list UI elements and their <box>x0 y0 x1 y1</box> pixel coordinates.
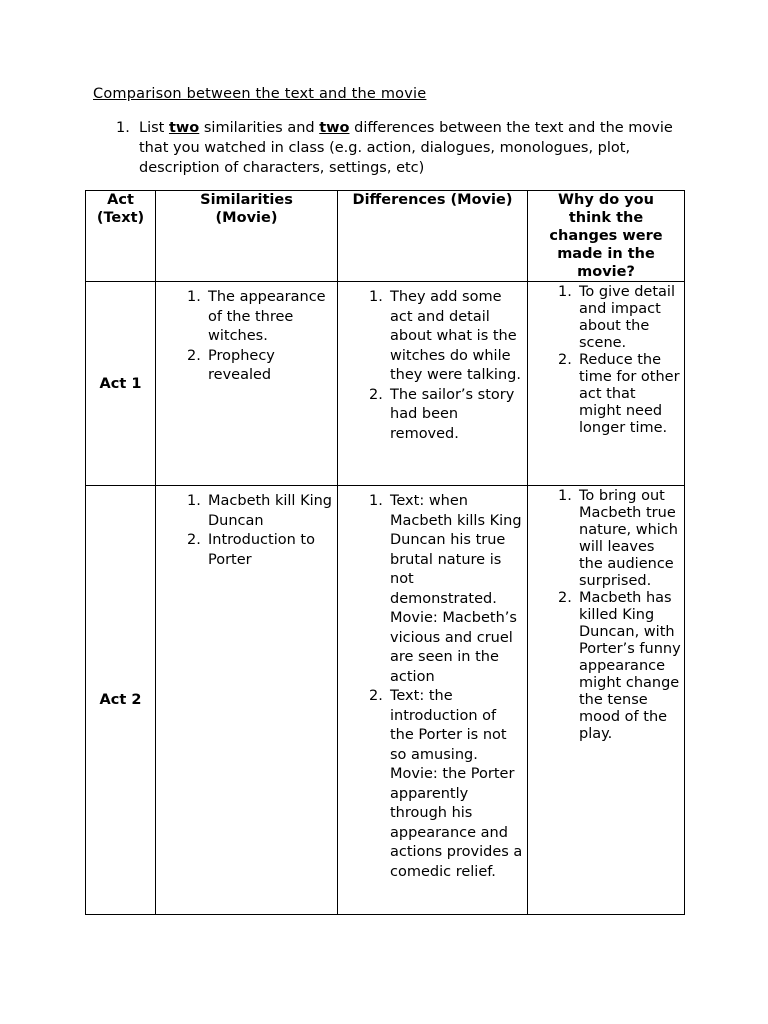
differences-cell <box>338 282 528 486</box>
differences-cell <box>338 486 528 915</box>
instruction-text-part: List <box>139 120 169 136</box>
list-item: 1. Macbeth kill King Duncan <box>187 493 333 529</box>
list-item: 2. Macbeth has killed King Duncan, with Porter’s funny appearance might change the tense mood of the play. <box>558 590 681 742</box>
header-similarities <box>156 191 338 282</box>
list-item-text: Text: when Macbeth kills King Duncan his true brutal nature is not demonstrated. Movie: Macbeth’s vicious and cruel are seen in the action <box>390 493 522 685</box>
list-item-text: Macbeth kill King Duncan <box>208 493 333 529</box>
list-item-text: They add some act and detail about what is the witches do while they were talking. <box>390 289 521 383</box>
list-item: 2. Text: the introduction of the Porter is not so amusing. Movie: the Porter apparently through his appearance and actions provides a comedic relief. <box>369 688 523 880</box>
list-item: 1. To give detail and impact about the scene. <box>558 284 675 351</box>
header-why <box>528 191 685 282</box>
header-label: Why do you think the changes were made in the movie? <box>549 192 663 280</box>
similarities-list <box>178 486 333 570</box>
list-item: 2. Introduction to Porter <box>187 532 315 568</box>
act-cell: Act 2 <box>86 486 156 915</box>
instruction-text-part: similarities and <box>199 120 320 136</box>
list-item-text: The appearance of the three witches. <box>208 289 326 344</box>
table-row <box>86 486 685 915</box>
similarities-cell <box>156 486 338 915</box>
why-list <box>549 486 682 743</box>
instruction-text <box>139 118 679 178</box>
list-item: 1. They add some act and detail about what is the witches do while they were talking. <box>369 289 521 383</box>
list-item: 2. Prophecy revealed <box>187 347 275 383</box>
comparison-table <box>85 190 685 915</box>
list-item: 2. Reduce the time for other act that might need longer time. <box>558 352 680 436</box>
header-label: Act (Text) <box>96 192 145 226</box>
header-label: Differences (Movie) <box>352 192 513 208</box>
differences-list <box>360 282 523 444</box>
list-item-text: To bring out Macbeth true nature, which will leaves the audience surprised. <box>579 488 678 589</box>
list-item: 1. To bring out Macbeth true nature, which will leaves the audience surprised. <box>558 488 678 589</box>
header-label: Similarities (Movie) <box>200 192 293 226</box>
differences-list <box>360 486 523 882</box>
why-cell <box>528 486 685 915</box>
list-item: 2. The sailor’s story had been removed. <box>369 386 515 442</box>
similarities-list <box>178 282 333 386</box>
instruction-emphasis: two <box>319 120 350 136</box>
list-item-text: To give detail and impact about the scene. <box>579 284 675 351</box>
list-item-text: The sailor’s story had been removed. <box>390 386 515 442</box>
list-item-text: Text: the introduction of the Porter is not so amusing. Movie: the Porter apparently through his appearance and actions provides a comedic relief. <box>390 688 523 880</box>
why-cell <box>528 282 685 486</box>
table-row <box>86 282 685 486</box>
header-differences <box>338 191 528 282</box>
instruction-emphasis: two <box>168 120 200 136</box>
instruction-text-part: differences between the text and the movie that you watched in class (e.g. action, dialogues, monologues, plot, description of characters, settings, etc) <box>139 120 673 176</box>
similarities-cell <box>156 282 338 486</box>
list-item: 1. The appearance of the three witches. <box>187 289 326 344</box>
page-title: Comparison between the text and the movie <box>93 86 427 102</box>
act-cell: Act 1 <box>86 282 156 486</box>
table-header-row <box>86 191 685 282</box>
list-item: 1. Text: when Macbeth kills King Duncan his true brutal nature is not demonstrated. Movie: Macbeth’s vicious and cruel are seen in the action <box>369 493 522 685</box>
list-item-text: Macbeth has killed King Duncan, with Porter’s funny appearance might change the tense mood of the play. <box>579 590 681 742</box>
why-list <box>549 282 682 437</box>
list-item-text: Introduction to Porter <box>208 532 315 568</box>
instruction-number: 1. <box>116 120 130 136</box>
header-act <box>86 191 156 282</box>
list-item-text: Reduce the time for other act that might need longer time. <box>579 352 680 436</box>
list-item-text: Prophecy revealed <box>208 347 275 383</box>
